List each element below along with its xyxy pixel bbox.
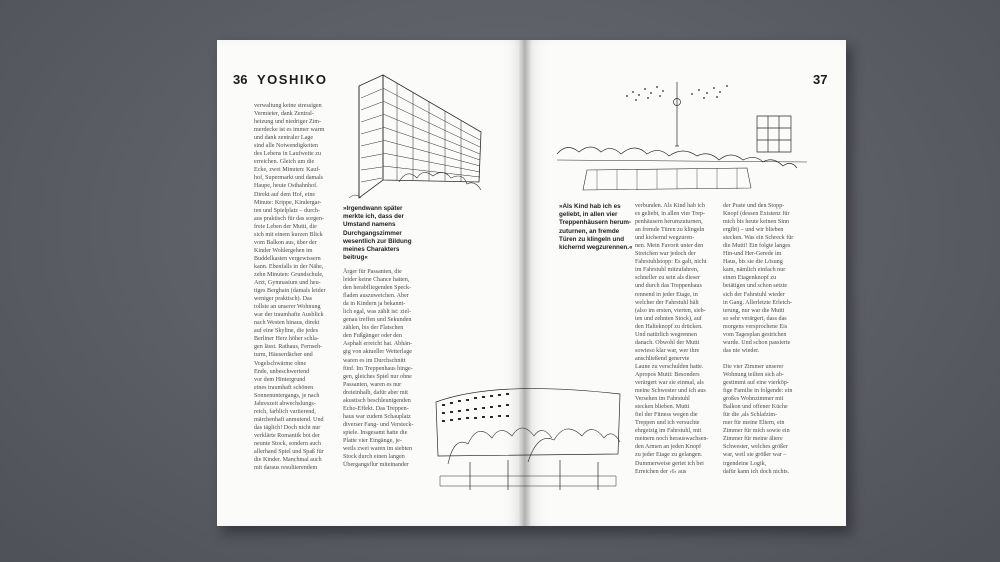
pull-quote-left: »Irgendwann später merkte ich, dass der Umstand namens Durchgangszimmer wesentlich zur Bildung meines Charakters beitrug« <box>343 205 412 262</box>
running-head: YOSHIKO <box>257 72 328 87</box>
left-column-2: Ärger für Passanten, die leider keine Chance hatten, den herabfliegenden Speck- fladen auszuweichen. Aber da in Kindern ja bekannt- lich egal, was zählt ist: ziel- genau treffen und Sekunden zählen, bis der Flatschen den Fußgänger oder den Asphalt erreicht hat. Abhän- gig von aktueller Wetterlage waren es im Durchschnitt fünf. Im Treppenhaus hinge- gen, gleiches Spiel nur ohne Passanten, waren es nur dreieinhalb, dafür aber mit akustisch beschleunigenden Echo-Effekt. Das Treppen- haus war zudem Schauplatz diverser Fang- und Versteck- spiele. Insgesamt hatte die Platte vier Eingänge, je- weils zwei waren im siebten Stock durch einen langen Übergangsflur miteinander <box>343 269 414 469</box>
page-number-left: 36 <box>233 72 248 87</box>
right-column-2: der Puste und den Stopp- Knopf (dessen Existenz für mich bis heute keinen Sinn ergibt) – und wir blieben stecken. Was ein Schreck für die Mutti! Ein folgte langes Hin-und Her-Gerede im Haus, bis sie die Lösung kam, nämlich einfach nur einen Etagenknopf zu betätigen und schon setzte sich der Fahrstuhl wieder in Gang. Allerletzte Erleich- terung, nur war die Mutti so sehr verärgert, dass das morgens versprochene Eis vom Tagesplan gestrichen wurde. Und schon passierte das nie wieder. Die vier Zimmer unserer Wohnung teilten sich ab- gestimmt auf eine vierköp- fige Familie in folgende: ein großes Wohnzimmer mit Balkon und offener Küche für die ,als Schlafzim- mer für meine Eltern, ein Zimmer für mich sowie ein Zimmer für meine ältere Schwester, welches größer war, weil sie größer war – irgendeine Logik, dafür kann ich doch nichts. <box>723 203 794 475</box>
skyline-sketch-illustration <box>557 74 807 196</box>
spine-gutter <box>519 40 531 526</box>
pull-quote-right: »Als Kind hab ich es geliebt, in allen vier Treppenhäusern herum- zuturnen, an fremde Türen zu klingeln und kichernd wegzurennen.« <box>559 203 633 252</box>
left-column-1: verwaltung keine stressigen Vermieter, dank Zentral- heizung und niedriger Zim- merdecke ist es immer warm und dank zentraler Lage sind alle Notwendigkeiten des Lebens in Laufweite zu erreichen. Gleich um die Ecke, zwei Minuten: Kauf- hof, Supermarkt und damals Haupe, heute Osthahnhof. Direkt auf dem Hof, eine Minute: Krippe, Kindergar- ten und Spielplatz – durch- aus praktisch für das sorgen- freie Leben der Mutti, die sich mit einem kurzen Blick vom Balkon aus, über der Kinder Wohlergehen im Buddelkasten vergewissern kann. Ebenfalls in der Nähe, zehn Minuten: Grundschule, Arzt, Gymnasium und heu- tiges Berghain (damals leider weniger praktisch). Das tollste an unserer Wohnung war der traumhafte Ausblick nach Westen hinaus, direkt auf eine Skyline, die jedes Berliner Herz höher schla- gen lässt. Rathaus, Fernseh- turm, Häuserdächer und Vogelschwärme ohne Ende, unbeschwertend vor dem Hintergrund eines traumhaft schönen Sonnenuntergangs, je nach Jahreszeit abwechslungs- reich, farblich variierend, märchenhaft anmutend. Und das täglich! Doch nicht nur verklärte Romantik bot der neunte Stock, sondern auch allerhand Spiel und Spaß für die Kinder. Manchmal auch mit daraus resultierendem <box>254 103 326 472</box>
right-column-1: verbunden. Als Kind hab ich es geliebt, in allen vier Trep- penhäusern herumzuturnen, an fremde Türen zu klingeln und kichernd wegzuren- nen. Mein Favorit unter den Streichen war jedoch der Fahrstuhlstopp: Es galt, nicht im Fahrstuhl mitzufahren, schneller zu sein als dieser und durch das Treppenhaus rennend in jeder Etage, in welcher der Fahrstuhl hält (also im ersten, vierten, sieb- ten und zehnten Stock), auf den Halteknopf zu drücken. Und natürlich wegrennen danach. Obwohl der Mutti sowieso klar war, wer ihre anschließend genervte Laune zu verschulden hatte. Apropos Mutti: Besonders verärgert war sie einmal, als meine Schwester und ich aus Versehen im Fahrstuhl stecken blieben. Mutti fiel der Fitness wegen die Treppen und ich versuchte ehrgeizig im Fahrstuhl, mit meinem noch herauswachsen- den Armen an jeden Knopf zu jeder Etage zu gelangen. Dummerweise geriet ich bei Erreichen der ›6‹ aus <box>635 203 709 475</box>
highrise-sketch-illustration <box>339 70 489 200</box>
page-number-right: 37 <box>813 72 828 87</box>
